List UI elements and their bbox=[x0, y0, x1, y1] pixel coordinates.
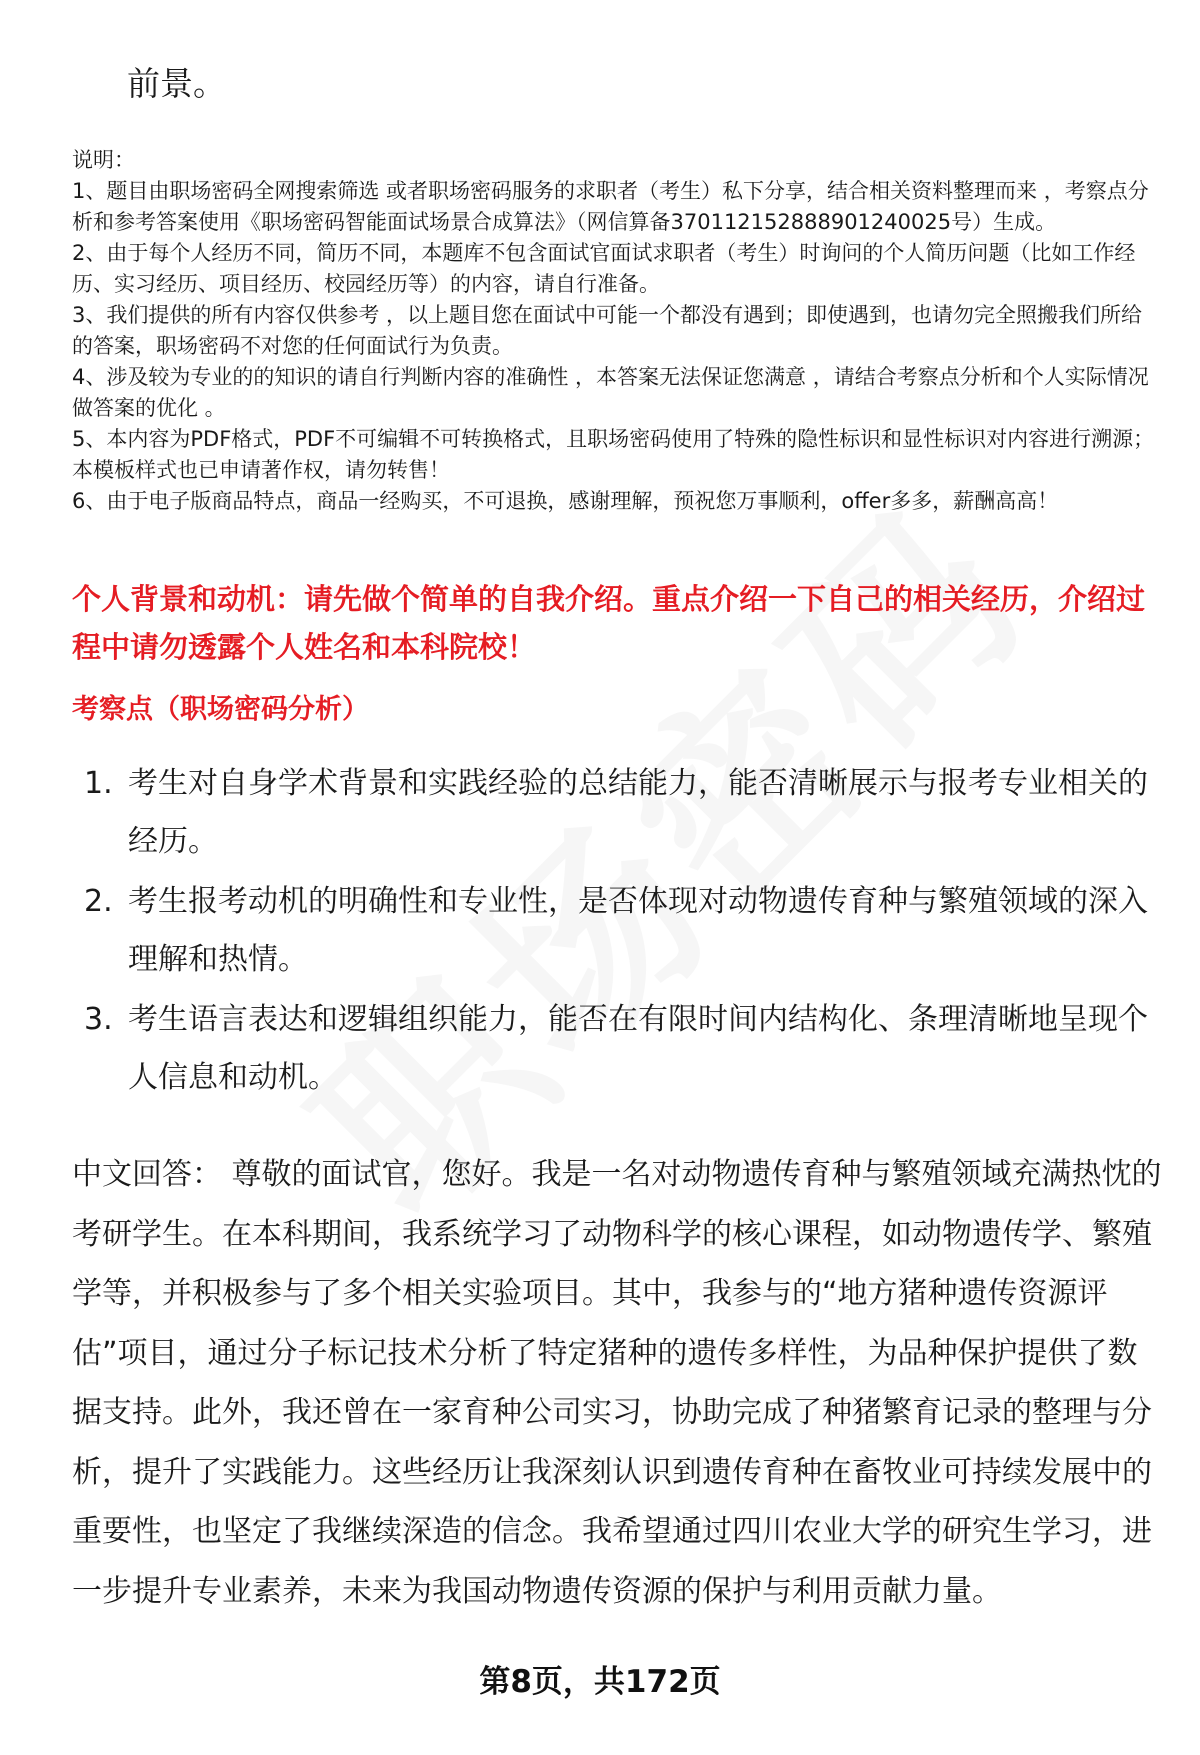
analysis-point bbox=[72, 991, 1162, 1107]
point-number: 1. bbox=[84, 766, 113, 801]
note-item: 4、涉及较为专业的的知识的请自行判断内容的准确性 ，本答案无法保证您满意 ，请结合考察点分析和个人实际情况做答案的优化 。 bbox=[72, 365, 1149, 420]
note-item: 1、题目由职场密码全网搜索筛选 或者职场密码服务的求职者（考生）私下分享，结合相关资料整理而来 ，考察点分析和参考答案使用《职场密码智能面试场景合成算法》（网信算备370112152888901240025号）生成。 bbox=[72, 179, 1149, 234]
point-text: 考生报考动机的明确性和专业性，是否体现对动物遗传育种与繁殖领域的深入理解和热情。 bbox=[128, 884, 1148, 977]
note-item: 2、由于每个人经历不同，简历不同，本题库不包含面试官面试求职者（考生）时询问的个人简历问题（比如工作经历、实习经历、项目经历、校园经历等）的内容，请自行准备。 bbox=[72, 241, 1136, 296]
note-item: 3、我们提供的所有内容仅供参考 ，以上题目您在面试中可能一个都没有遇到；即使遇到，也请勿完全照搬我们所给的答案，职场密码不对您的任何面试行为负责。 bbox=[72, 303, 1143, 358]
continued-text: 前景。 bbox=[127, 64, 226, 103]
disclaimer-notes bbox=[72, 145, 1162, 517]
page-footer: 第8页，共172页 bbox=[479, 1664, 721, 1700]
note-item: 5、本内容为PDF格式，PDF不可编辑不可转换格式，且职场密码使用了特殊的隐性标识和显性标识对内容进行溯源；本模板样式也已申请著作权，请勿转售！ bbox=[72, 427, 1155, 482]
point-text: 考生语言表达和逻辑组织能力，能否在有限时间内结构化、条理清晰地呈现个人信息和动机。 bbox=[128, 1002, 1148, 1095]
analysis-label: 考察点（职场密码分析） bbox=[72, 694, 369, 725]
analysis-points bbox=[72, 755, 1162, 1109]
question-heading: 个人背景和动机：请先做个简单的自我介绍。重点介绍一下自己的相关经历，介绍过程中请勿透露个人姓名和本科院校！ bbox=[72, 582, 1146, 664]
analysis-point bbox=[72, 873, 1162, 989]
note-item: 6、由于电子版商品特点，商品一经购买，不可退换，感谢理解，预祝您万事顺利，offer多多，薪酬高高！ bbox=[72, 489, 1059, 513]
point-text: 考生对自身学术背景和实践经验的总结能力，能否清晰展示与报考专业相关的经历。 bbox=[128, 766, 1148, 859]
analysis-point bbox=[72, 755, 1162, 871]
notes-title: 说明： bbox=[72, 148, 135, 172]
point-number: 3. bbox=[84, 1002, 113, 1037]
answer-paragraph: 中文回答： 尊敬的面试官，您好。我是一名对动物遗传育种与繁殖领域充满热忱的考研学生。在本科期间，我系统学习了动物科学的核心课程，如动物遗传学、繁殖学等，并积极参与了多个相关实验项目。其中，我参与的“地方猪种遗传资源评估”项目，通过分子标记技术分析了特定猪种的遗传多样性，为品种保护提供了数据支持。此外，我还曾在一家育种公司实习，协助完成了种猪繁育记录的整理与分析，提升了实践能力。这些经历让我深刻认识到遗传育种在畜牧业可持续发展中的重要性，也坚定了我继续深造的信念。我希望通过四川农业大学的研究生学习，进一步提升专业素养，未来为我国动物遗传资源的保护与利用贡献力量。 bbox=[72, 1157, 1162, 1609]
point-number: 2. bbox=[84, 884, 113, 919]
